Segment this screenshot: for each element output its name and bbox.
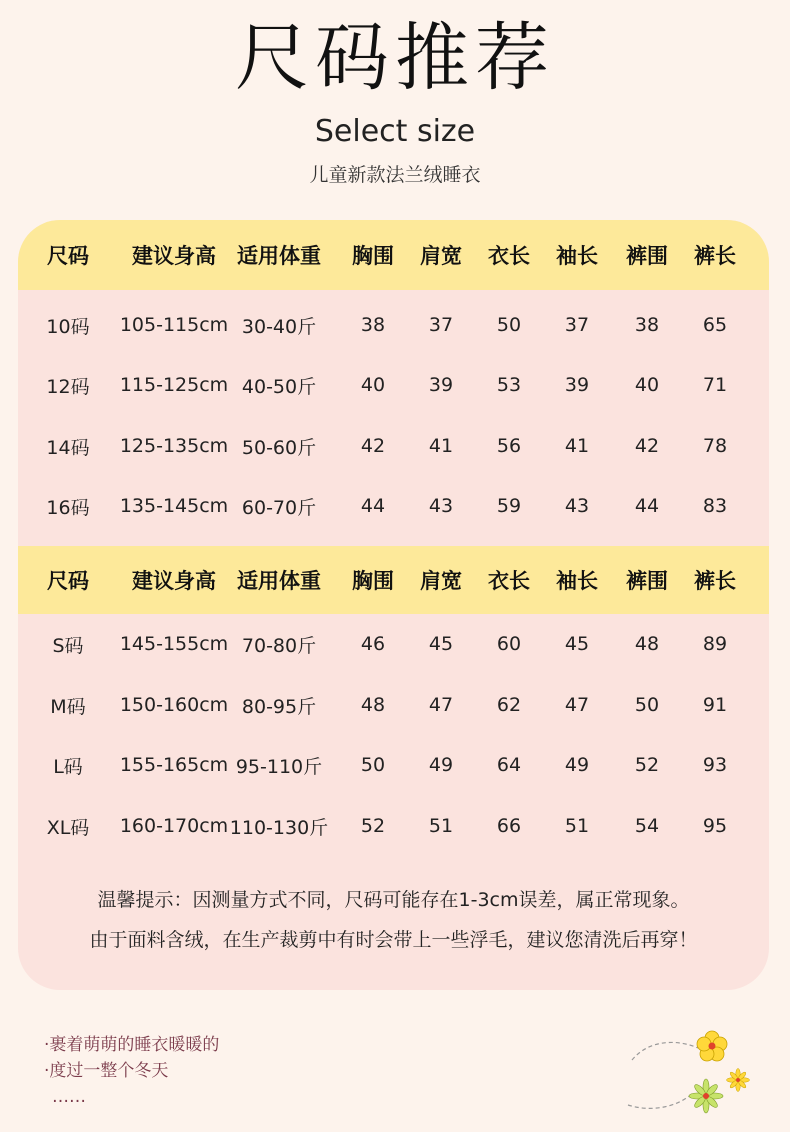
footer-line: ·裹着萌萌的睡衣暖暖的 [44, 1035, 220, 1055]
cell-weight: 40-50斤 [241, 375, 317, 398]
cell-chest: 48 [360, 694, 386, 716]
cell-height: 150-160cm [119, 694, 229, 716]
header-pants-length: 裤长 [694, 244, 736, 268]
cell-length: 66 [496, 815, 522, 837]
cell-shoulder: 49 [428, 754, 454, 776]
cell-shoulder: 43 [428, 495, 454, 517]
flower-icon [727, 1069, 750, 1092]
cell-pants-length: 91 [702, 694, 728, 716]
cell-weight: 110-130斤 [229, 816, 329, 839]
footer-line: ·度过一整个冬天 [44, 1061, 169, 1081]
product-name: 儿童新款法兰绒睡衣 [309, 164, 481, 186]
cell-size: 12码 [46, 375, 90, 398]
header-sleeve: 袖长 [556, 244, 598, 268]
cell-height: 105-115cm [119, 314, 229, 336]
cell-length: 60 [496, 633, 522, 655]
cell-chest: 44 [360, 495, 386, 517]
table-header-2 [18, 546, 769, 614]
cell-weight: 30-40斤 [241, 315, 317, 338]
footer-text [44, 1032, 219, 1110]
header-height: 建议身高 [132, 244, 216, 268]
cell-pants-length: 78 [702, 435, 728, 457]
cell-size: M码 [50, 695, 86, 718]
table-row [18, 416, 769, 476]
cell-pants-length: 95 [702, 815, 728, 837]
header-pants-length: 裤长 [694, 569, 736, 593]
cell-weight: 80-95斤 [241, 695, 317, 718]
cell-size: L码 [53, 755, 83, 778]
flower-decoration [620, 1020, 760, 1120]
cell-sleeve: 37 [564, 314, 590, 336]
dashed-path [628, 1094, 692, 1108]
header-length: 衣长 [488, 244, 530, 268]
cell-height: 155-165cm [119, 754, 229, 776]
note-line: 由于面料含绒，在生产裁剪中有时会带上一些浮毛，建议您清洗后再穿！ [89, 929, 698, 951]
cell-sleeve: 41 [564, 435, 590, 457]
header-weight: 适用体重 [237, 569, 321, 593]
cell-hip: 40 [634, 374, 660, 396]
cell-size: 14码 [46, 436, 90, 459]
cell-weight: 50-60斤 [241, 436, 317, 459]
header-hip: 裤围 [626, 569, 668, 593]
header-size: 尺码 [47, 569, 89, 593]
cell-size: XL码 [46, 816, 90, 839]
cell-chest: 46 [360, 633, 386, 655]
header-height: 建议身高 [132, 569, 216, 593]
cell-shoulder: 45 [428, 633, 454, 655]
cell-chest: 42 [360, 435, 386, 457]
header-sleeve: 袖长 [556, 569, 598, 593]
cell-sleeve: 47 [564, 694, 590, 716]
dashed-path [632, 1042, 698, 1060]
table-row [18, 796, 769, 856]
page-title: 尺码推荐 [235, 15, 555, 101]
cell-pants-length: 89 [702, 633, 728, 655]
table-row [18, 476, 769, 536]
cell-chest: 40 [360, 374, 386, 396]
table-row [18, 614, 769, 674]
notes [18, 880, 769, 960]
cell-height: 125-135cm [119, 435, 229, 457]
cell-hip: 38 [634, 314, 660, 336]
flower-icon [697, 1031, 727, 1061]
cell-pants-length: 71 [702, 374, 728, 396]
header-length: 衣长 [488, 569, 530, 593]
header-hip: 裤围 [626, 244, 668, 268]
cell-pants-length: 83 [702, 495, 728, 517]
size-table-card [18, 220, 769, 990]
cell-chest: 38 [360, 314, 386, 336]
cell-size: S码 [52, 634, 84, 657]
cell-sleeve: 39 [564, 374, 590, 396]
cell-length: 50 [496, 314, 522, 336]
cell-hip: 50 [634, 694, 660, 716]
cell-hip: 44 [634, 495, 660, 517]
header-shoulder: 肩宽 [420, 569, 462, 593]
cell-shoulder: 37 [428, 314, 454, 336]
cell-height: 115-125cm [119, 374, 229, 396]
cell-hip: 48 [634, 633, 660, 655]
cell-height: 135-145cm [119, 495, 229, 517]
cell-sleeve: 51 [564, 815, 590, 837]
cell-size: 16码 [46, 496, 90, 519]
table-header-1 [18, 220, 769, 290]
cell-sleeve: 43 [564, 495, 590, 517]
header-weight: 适用体重 [237, 244, 321, 268]
cell-weight: 95-110斤 [235, 755, 323, 778]
header-chest: 胸围 [352, 569, 394, 593]
footer-line: …… [52, 1087, 86, 1107]
cell-shoulder: 47 [428, 694, 454, 716]
cell-shoulder: 41 [428, 435, 454, 457]
cell-length: 56 [496, 435, 522, 457]
cell-chest: 50 [360, 754, 386, 776]
cell-length: 53 [496, 374, 522, 396]
cell-hip: 42 [634, 435, 660, 457]
page-subtitle: Select size [314, 114, 476, 149]
flower-icon [689, 1079, 723, 1113]
cell-shoulder: 39 [428, 374, 454, 396]
note-line: 温馨提示：因测量方式不同，尺码可能存在1-3cm误差，属正常现象。 [97, 889, 690, 911]
cell-sleeve: 45 [564, 633, 590, 655]
cell-length: 64 [496, 754, 522, 776]
cell-pants-length: 93 [702, 754, 728, 776]
cell-length: 59 [496, 495, 522, 517]
table-row [18, 735, 769, 795]
header-shoulder: 肩宽 [420, 244, 462, 268]
cell-hip: 52 [634, 754, 660, 776]
cell-hip: 54 [634, 815, 660, 837]
cell-size: 10码 [46, 315, 90, 338]
cell-weight: 60-70斤 [241, 496, 317, 519]
header-size: 尺码 [47, 244, 89, 268]
table-row [18, 675, 769, 735]
table-row [18, 355, 769, 415]
header-chest: 胸围 [352, 244, 394, 268]
cell-pants-length: 65 [702, 314, 728, 336]
cell-height: 160-170cm [119, 815, 229, 837]
table-row [18, 295, 769, 355]
cell-weight: 70-80斤 [241, 634, 317, 657]
cell-length: 62 [496, 694, 522, 716]
cell-chest: 52 [360, 815, 386, 837]
cell-shoulder: 51 [428, 815, 454, 837]
cell-sleeve: 49 [564, 754, 590, 776]
cell-height: 145-155cm [119, 633, 229, 655]
